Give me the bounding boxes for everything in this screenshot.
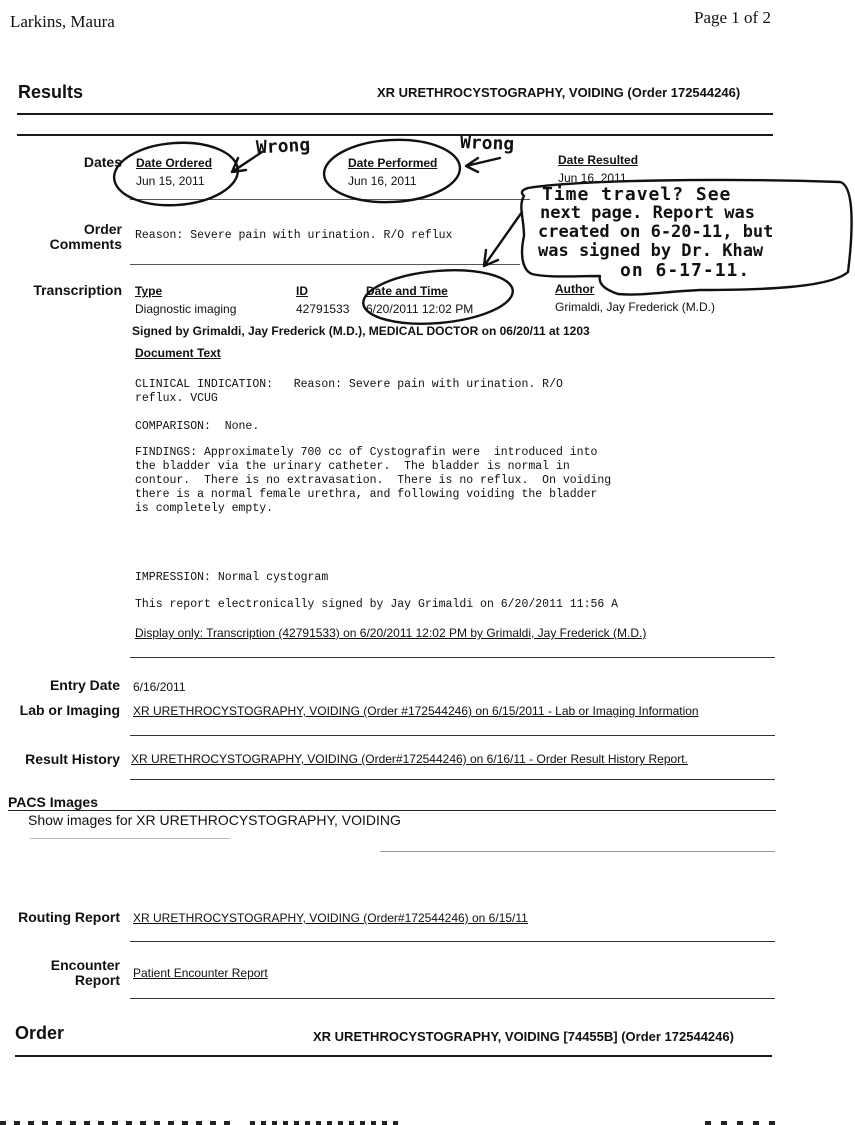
display-only-transcription-link[interactable]: Display only: Transcription (42791533) on 6/20/2011 12:02 PM by Grimaldi, Jay Frederick (M.D.)	[135, 626, 647, 640]
transcription-id-header: ID	[296, 284, 308, 298]
arrow-to-datetime	[484, 212, 522, 266]
results-section-title: Results	[18, 82, 84, 102]
signed-by-line: Signed by Grimaldi, Jay Frederick (M.D.), MEDICAL DOCTOR on 06/20/11 at 1203	[132, 324, 590, 338]
order-comments-divider	[130, 264, 520, 265]
transcription-type-header: Type	[135, 284, 163, 298]
results-divider-bottom	[17, 134, 773, 136]
order-comments-label-line1: Order	[83, 221, 122, 237]
dates-divider	[130, 199, 530, 200]
note-line: created on 6-20-11, but	[538, 222, 774, 242]
results-order-title: XR URETHROCYSTOGRAPHY, VOIDING (Order 172544246)	[377, 85, 741, 100]
encounter-divider	[130, 998, 775, 999]
findings-text: FINDINGS: Approximately 700 cc of Cystografin were introduced into the bladder via the urinary catheter. The bladder is normal in contour. There is no extravasation. There is no reflux. On voiding there is a normal female urethra, and following voiding the bladder is completely empty.	[135, 446, 612, 515]
cut-off-footer-text	[0, 1121, 855, 1125]
clinical-indication-text: CLINICAL INDICATION: Reason: Severe pain with urination. R/O reflux. VCUG	[135, 378, 563, 405]
order-comments-label-line2: Comments	[49, 236, 122, 252]
page-indicator: Page 1 of 2	[694, 8, 771, 27]
encounter-label-line1: Encounter	[50, 957, 120, 973]
date-performed-value: Jun 16, 2011	[348, 174, 417, 188]
result-history-divider	[130, 779, 775, 780]
result-history-link[interactable]: XR URETHROCYSTOGRAPHY, VOIDING (Order#172544246) on 6/16/11 - Order Result History Report.	[131, 752, 688, 766]
order-title: XR URETHROCYSTOGRAPHY, VOIDING [74455B] (Order 172544246)	[313, 1029, 734, 1044]
wrong-annotation-2: Wrong	[459, 132, 515, 155]
routing-report-label: Routing Report	[18, 909, 120, 925]
arrow-wrong-2	[466, 158, 500, 172]
impression-text: IMPRESSION: Normal cystogram	[135, 571, 329, 584]
encounter-label-line2: Report	[74, 972, 120, 988]
circle-date-performed	[322, 136, 461, 205]
time-travel-note	[536, 185, 846, 280]
transcription-datetime-header: Date and Time	[366, 284, 448, 298]
date-performed-label: Date Performed	[348, 156, 438, 170]
date-ordered-value: Jun 15, 2011	[136, 174, 205, 188]
transcription-type-value: Diagnostic imaging	[135, 302, 237, 316]
order-section-title: Order	[15, 1023, 65, 1043]
date-resulted-value: Jun 16, 2011	[558, 171, 627, 185]
order-divider	[15, 1055, 772, 1057]
note-line: next page. Report was	[540, 203, 755, 223]
lab-imaging-label: Lab or Imaging	[19, 702, 120, 718]
date-resulted-label: Date Resulted	[558, 153, 639, 167]
date-ordered-label: Date Ordered	[136, 156, 213, 170]
show-images-link[interactable]: Show images for XR URETHROCYSTOGRAPHY, VOIDING	[28, 812, 401, 828]
lab-imaging-link[interactable]: XR URETHROCYSTOGRAPHY, VOIDING (Order #172544246) on 6/15/2011 - Lab or Imaging Information	[133, 704, 699, 718]
transcription-author-value: Grimaldi, Jay Frederick (M.D.)	[555, 300, 716, 314]
note-line: Time travel? See	[542, 184, 732, 205]
pacs-faint-rule-1	[30, 838, 230, 839]
note-line: was signed by Dr. Khaw	[538, 241, 764, 261]
order-comments-value: Reason: Severe pain with urination. R/O reflux	[135, 229, 453, 242]
document-text-label: Document Text	[135, 346, 221, 360]
transcription-id-value: 42791533	[296, 302, 350, 316]
e-signature-text: This report electronically signed by Jay Grimaldi on 6/20/2011 11:56 A	[135, 598, 619, 611]
routing-divider	[130, 941, 775, 942]
dates-label: Dates	[83, 154, 122, 170]
note-line: on 6-17-11.	[620, 260, 751, 281]
result-history-label: Result History	[25, 751, 120, 767]
wrong-annotation-1: Wrong	[255, 134, 311, 159]
transcription-label: Transcription	[33, 282, 122, 298]
results-divider-top	[17, 113, 773, 115]
routing-report-link[interactable]: XR URETHROCYSTOGRAPHY, VOIDING (Order#172544246) on 6/15/11	[133, 911, 528, 925]
document-divider	[130, 657, 775, 658]
patient-encounter-report-link[interactable]: Patient Encounter Report	[133, 966, 268, 980]
patient-name: Larkins, Maura	[10, 12, 115, 31]
entry-date-value: 6/16/2011	[133, 680, 186, 694]
lab-imaging-divider	[130, 735, 775, 736]
pacs-divider	[8, 810, 776, 811]
transcription-author-header: Author	[555, 282, 595, 296]
pacs-faint-rule-2	[380, 851, 775, 852]
transcription-datetime-value: 6/20/2011 12:02 PM	[366, 302, 474, 316]
comparison-text: COMPARISON: None.	[135, 420, 260, 433]
pacs-section-title: PACS Images	[8, 794, 98, 810]
entry-date-label: Entry Date	[49, 677, 120, 693]
